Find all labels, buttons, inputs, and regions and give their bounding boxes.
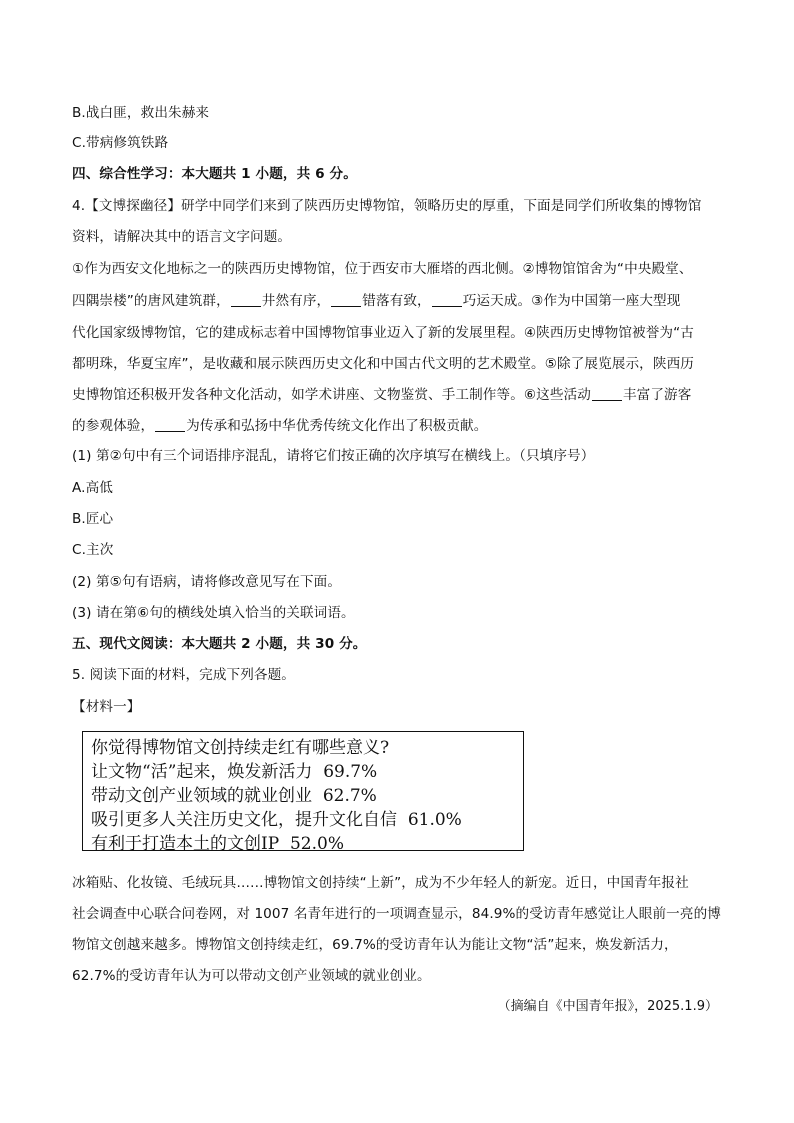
material-text-line: 冰箱贴、化妆镜、毛绒玩具……博物馆文创持续“上新”，成为不少年轻人的新宠。近日，中国青年报社 (72, 875, 689, 891)
survey-item-percent: 61.0% (407, 810, 462, 830)
survey-item-percent: 52.0% (289, 834, 344, 854)
survey-item-text: 有利于打造本土的文创IP (91, 834, 280, 854)
option-b: B.匠心 (72, 511, 114, 527)
fill-blank (592, 386, 622, 401)
survey-item (91, 784, 523, 808)
sub-question-1: (1) 第②句中有三个词语排序混乱，请将它们按正确的次序填写在横线上。（只填序号） (72, 448, 595, 464)
survey-box (82, 731, 524, 854)
passage-text: 巧运天成。③作为中国第一座大型现 (462, 293, 681, 309)
fill-blank (231, 292, 261, 307)
survey-item-text: 让文物“活”起来，焕发新活力 (91, 762, 313, 782)
option-c: C.主次 (72, 542, 114, 558)
section-5-heading: 五、现代文阅读：本大题共 2 小题，共 30 分。 (72, 636, 367, 652)
section-4-heading: 四、综合性学习：本大题共 1 小题，共 6 分。 (72, 166, 357, 182)
material-text-line: 物馆文创越来越多。博物馆文创持续走红，69.7%的受访青年认为能让文物“活”起来，焕发新活力， (72, 937, 678, 953)
fill-blank (432, 292, 462, 307)
material-text-line: 62.7%的受访青年认为可以带动文创产业领域的就业创业。 (72, 968, 431, 984)
option-a: A.高低 (72, 480, 113, 496)
passage-line (72, 291, 728, 311)
survey-item-text: 带动文创产业领域的就业创业 (91, 786, 312, 806)
passage-line: 代化国家级博物馆，它的建成标志着中国博物馆事业迈入了新的发展里程。④陕西历史博物馆被誉为“古 (72, 325, 694, 341)
survey-item (91, 808, 523, 832)
material-1-label: 【材料一】 (72, 699, 141, 715)
sub-question-2: (2) 第⑤句有语病，请将修改意见写在下面。 (72, 574, 342, 590)
fill-blank (331, 292, 361, 307)
passage-text: 的参观体验， (72, 418, 155, 434)
passage-line (72, 385, 728, 405)
passage-line: 都明珠，华夏宝库”，是收藏和展示陕西历史文化和中国古代文明的艺术殿堂。⑤除了展览展示，陕西历 (72, 356, 694, 372)
question-5-intro: 5. 阅读下面的材料，完成下列各题。 (72, 667, 295, 683)
passage-text: 井然有序， (261, 293, 331, 309)
fill-blank (155, 417, 185, 432)
sub-question-3: (3) 请在第⑥句的横线处填入恰当的关联词语。 (72, 605, 355, 621)
question-4-intro-cont: 资料，请解决其中的语言文字问题。 (72, 229, 292, 245)
passage-text: 错落有致， (362, 293, 431, 309)
survey-item-percent: 62.7% (322, 786, 377, 806)
survey-item-text: 吸引更多人关注历史文化，提升文化自信 (91, 810, 397, 830)
source-citation: （摘编自《中国青年报》，2025.1.9） (497, 999, 718, 1014)
option-c-previous: C.带病修筑铁路 (72, 135, 169, 151)
survey-item (91, 832, 523, 856)
passage-text: 丰富了游客 (622, 387, 692, 403)
passage-line (72, 416, 728, 436)
passage-text: 四隅崇楼”的唐风建筑群， (72, 293, 230, 309)
material-text-line: 社会调查中心联合问卷网，对 1007 名青年进行的一项调查显示，84.9%的受访青年感觉让人眼前一亮的博 (72, 906, 721, 922)
passage-text: 史博物馆还积极开发各种文化活动，如学术讲座、文物鉴赏、手工制作等。⑥这些活动 (72, 387, 591, 403)
passage-line: ①作为西安文化地标之一的陕西历史博物馆，位于西安市大雁塔的西北侧。②博物馆馆舍为“中央殿堂、 (72, 261, 693, 277)
passage-text: 为传承和弘扬中华优秀传统文化作出了积极贡献。 (186, 418, 488, 434)
option-b-previous: B.战白匪，救出朱赫来 (72, 105, 210, 121)
survey-item (91, 760, 523, 784)
survey-question: 你觉得博物馆文创持续走红有哪些意义? (91, 738, 390, 758)
survey-item-percent: 69.7% (323, 762, 378, 782)
question-4-intro: 4.【文博探幽径】研学中同学们来到了陕西历史博物馆，领略历史的厚重，下面是同学们所收集的博物馆 (72, 198, 702, 214)
